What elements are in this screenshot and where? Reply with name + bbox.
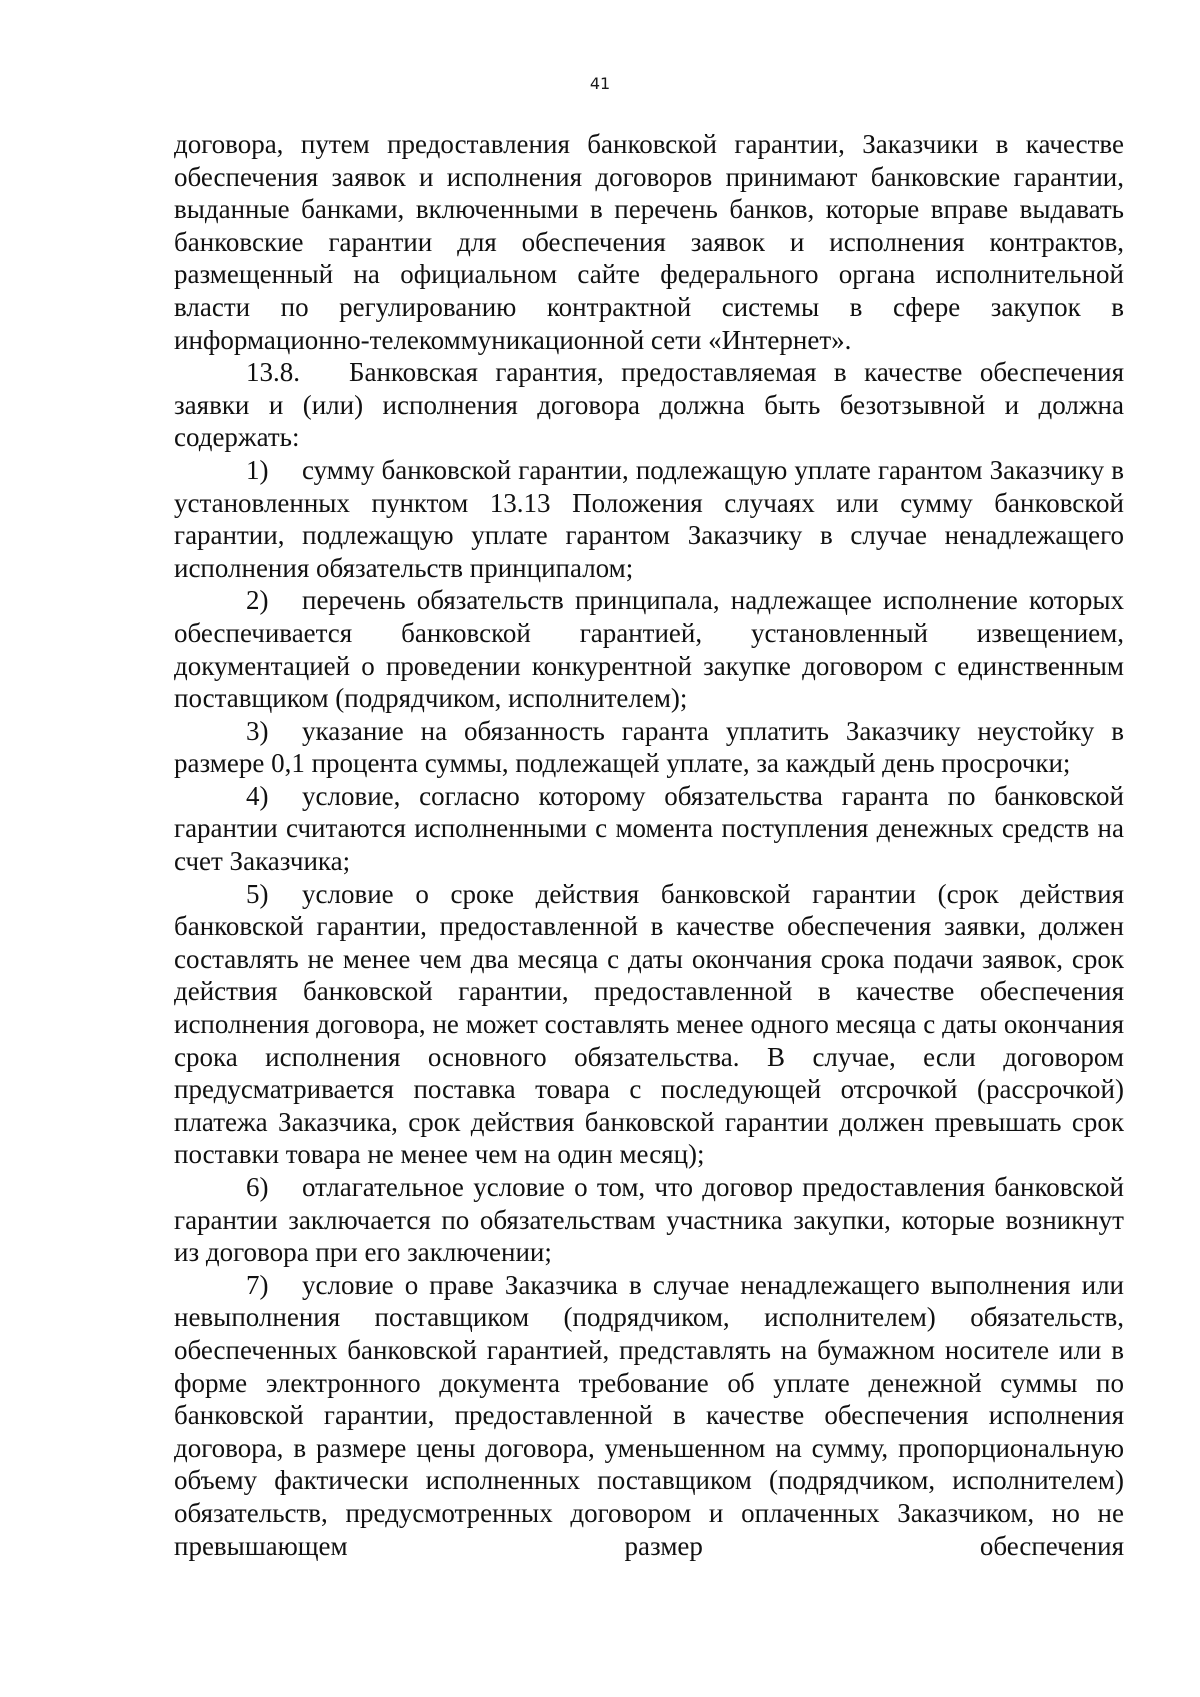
list-item-number: 7) bbox=[246, 1269, 269, 1300]
list-item-text: указание на обязанность гаранта уплатить Заказчику неустойку в размере 0,1 процента суммы, подлежащей уплате, за каждый день просрочки; bbox=[174, 715, 1124, 779]
list-item-text: условие о сроке действия банковской гарантии (срок действия банковской гарантии, предоставленной в качестве обеспечения заявки, должен составлять не менее чем два месяца с даты окончания срока подачи заявок, срок действия банковской гарантии, предоставленной в качестве обеспечения исполнения договора, не может составлять менее одного месяца с даты окончания срока исполнения основного обязательства. В случае, если договором предусматривается поставка товара с последующей отсрочкой (рассрочкой) платежа Заказчика, срок действия банковской гарантии должен превышать срок поставки товара не менее чем на один месяц); bbox=[174, 878, 1124, 1170]
list-item bbox=[174, 454, 1124, 584]
clause-number: 13.8. bbox=[246, 357, 300, 388]
list-item-text: отлагательное условие о том, что договор предоставления банковской гарантии заключается по обязательствам участника закупки, которые возникнут из договора при его заключении; bbox=[174, 1172, 1124, 1268]
document-body bbox=[174, 128, 1124, 1562]
list-item-text: условие, согласно которому обязательства гаранта по банковской гарантии считаются исполненными с момента поступления денежных средств на счет Заказчика; bbox=[174, 780, 1124, 877]
list-item bbox=[174, 878, 1124, 1171]
list-item bbox=[174, 780, 1124, 878]
list-item-number: 5) bbox=[246, 878, 269, 909]
list-item-text: сумму банковской гарантии, подлежащую уплате гарантом Заказчику в установленных пунктом 13.13 Положения случаях или сумму банковской гарантии, подлежащую уплате гарантом Заказчику в случае ненадлежащего исполнения обязательств принципалом; bbox=[174, 454, 1124, 583]
list-item bbox=[174, 1171, 1124, 1269]
clause-text: Банковская гарантия, предоставляемая в качестве обеспечения заявки и (или) исполнения договора должна быть безотзывной и должна содержать: bbox=[174, 357, 1124, 453]
list-item bbox=[174, 715, 1124, 780]
list-item-text: условие о праве Заказчика в случае ненадлежащего выполнения или невыполнения поставщиком (подрядчиком, исполнителем) обязательств, обеспеченных банковской гарантией, представлять на бумажном носителе или в форме электронного документа требование об уплате денежной суммы по банковской гарантии, предоставленной в качестве обеспечения исполнения договора, в размере цены договора, уменьшенном на сумму, пропорциональную объему фактически исполненных поставщиком (подрядчиком, исполнителем) обязательств, предусмотренных договором и оплаченных Заказчиком, но не превышающем размер обеспечения bbox=[174, 1269, 1124, 1561]
list-item-number: 1) bbox=[246, 454, 269, 485]
list-item-number: 2) bbox=[246, 585, 269, 616]
list-item bbox=[174, 1269, 1124, 1562]
paragraph-continuation: договора, путем предоставления банковской гарантии, Заказчики в качестве обеспечения заявок и исполнения договоров принимают банковские гарантии, выданные банками, включенными в перечень банков, которые вправе выдавать банковские гарантии для обеспечения заявок и исполнения контрактов, размещенный на официальном сайте федерального органа исполнительной власти по регулированию контрактной системы в сфере закупок в информационно-телекоммуникационной сети «Интернет». bbox=[174, 129, 1124, 355]
paragraph-13-8 bbox=[174, 356, 1124, 454]
list-item-number: 6) bbox=[246, 1172, 269, 1202]
list-item-text: перечень обязательств принципала, надлежащее исполнение которых обеспечивается банковской гарантией, установленный извещением, документацией о проведении конкурентной закупке договором с единственным поставщиком (подрядчиком, исполнителем); bbox=[174, 585, 1124, 714]
page-number: 41 bbox=[589, 74, 611, 93]
list-item-number: 4) bbox=[246, 780, 269, 811]
list-item bbox=[174, 584, 1124, 714]
list-item-number: 3) bbox=[246, 715, 269, 746]
